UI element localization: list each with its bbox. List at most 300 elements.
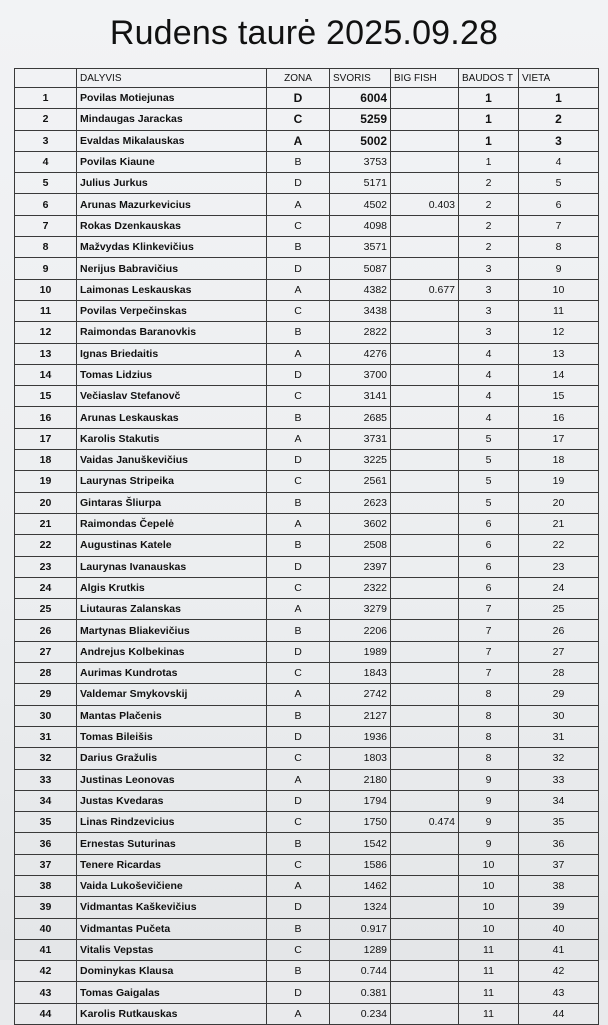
cell-zona: B	[267, 535, 330, 556]
cell-vieta: 3	[519, 130, 599, 151]
cell-nr: 41	[15, 939, 77, 960]
cell-big-fish	[391, 620, 459, 641]
cell-zona: D	[267, 726, 330, 747]
cell-zona: B	[267, 918, 330, 939]
cell-nr: 7	[15, 215, 77, 236]
cell-dalyvis: Augustinas Katele	[77, 535, 267, 556]
cell-svoris: 3279	[330, 599, 391, 620]
cell-svoris: 1843	[330, 663, 391, 684]
cell-big-fish	[391, 130, 459, 151]
cell-big-fish	[391, 897, 459, 918]
table-row	[15, 790, 599, 811]
cell-nr: 38	[15, 875, 77, 896]
cell-svoris: 3731	[330, 428, 391, 449]
cell-dalyvis: Laurynas Stripeika	[77, 471, 267, 492]
cell-vieta: 39	[519, 897, 599, 918]
cell-baudos: 2	[459, 194, 519, 215]
cell-vieta: 16	[519, 407, 599, 428]
cell-dalyvis: Algis Krutkis	[77, 577, 267, 598]
cell-vieta: 11	[519, 300, 599, 321]
cell-big-fish	[391, 450, 459, 471]
cell-nr: 6	[15, 194, 77, 215]
cell-vieta: 14	[519, 364, 599, 385]
cell-baudos: 8	[459, 748, 519, 769]
cell-baudos: 2	[459, 173, 519, 194]
table-row	[15, 428, 599, 449]
cell-vieta: 44	[519, 1003, 599, 1024]
cell-vieta: 29	[519, 684, 599, 705]
cell-zona: B	[267, 705, 330, 726]
table-row	[15, 726, 599, 747]
cell-svoris: 5259	[330, 109, 391, 130]
cell-vieta: 36	[519, 833, 599, 854]
cell-nr: 19	[15, 471, 77, 492]
cell-big-fish	[391, 300, 459, 321]
cell-zona: C	[267, 939, 330, 960]
cell-vieta: 31	[519, 726, 599, 747]
cell-svoris: 1794	[330, 790, 391, 811]
cell-svoris: 6004	[330, 88, 391, 109]
cell-dalyvis: Gintaras Šliurpa	[77, 492, 267, 513]
cell-baudos: 8	[459, 705, 519, 726]
cell-dalyvis: Vaidas Januškevičius	[77, 450, 267, 471]
cell-svoris: 2561	[330, 471, 391, 492]
cell-dalyvis: Povilas Kiaune	[77, 151, 267, 172]
table-row	[15, 237, 599, 258]
header-svoris: SVORIS	[330, 69, 391, 88]
cell-dalyvis: Tomas Lidzius	[77, 364, 267, 385]
cell-baudos: 2	[459, 215, 519, 236]
cell-vieta: 33	[519, 769, 599, 790]
cell-vieta: 42	[519, 961, 599, 982]
cell-zona: D	[267, 790, 330, 811]
cell-dalyvis: Ignas Briedaitis	[77, 343, 267, 364]
cell-zona: C	[267, 748, 330, 769]
cell-dalyvis: Tenere Ricardas	[77, 854, 267, 875]
cell-baudos: 8	[459, 684, 519, 705]
cell-baudos: 5	[459, 450, 519, 471]
table-row	[15, 535, 599, 556]
cell-big-fish	[391, 939, 459, 960]
cell-svoris: 0.381	[330, 982, 391, 1003]
cell-nr: 20	[15, 492, 77, 513]
cell-big-fish	[391, 258, 459, 279]
cell-baudos: 6	[459, 577, 519, 598]
table-row	[15, 492, 599, 513]
header-baudos: BAUDOS T	[459, 69, 519, 88]
cell-zona: B	[267, 961, 330, 982]
cell-big-fish	[391, 556, 459, 577]
cell-dalyvis: Mažvydas Klinkevičius	[77, 237, 267, 258]
results-table	[14, 68, 599, 1025]
cell-big-fish	[391, 854, 459, 875]
cell-baudos: 9	[459, 833, 519, 854]
table-row	[15, 279, 599, 300]
cell-vieta: 37	[519, 854, 599, 875]
cell-zona: D	[267, 88, 330, 109]
cell-nr: 30	[15, 705, 77, 726]
table-row	[15, 620, 599, 641]
cell-baudos: 10	[459, 854, 519, 875]
cell-nr: 25	[15, 599, 77, 620]
cell-dalyvis: Tomas Bileišis	[77, 726, 267, 747]
cell-dalyvis: Mindaugas Jarackas	[77, 109, 267, 130]
cell-vieta: 13	[519, 343, 599, 364]
cell-nr: 31	[15, 726, 77, 747]
cell-vieta: 43	[519, 982, 599, 1003]
cell-big-fish	[391, 407, 459, 428]
cell-vieta: 15	[519, 386, 599, 407]
cell-big-fish	[391, 961, 459, 982]
cell-big-fish	[391, 705, 459, 726]
cell-vieta: 35	[519, 812, 599, 833]
table-row	[15, 343, 599, 364]
cell-dalyvis: Aurimas Kundrotas	[77, 663, 267, 684]
cell-svoris: 1324	[330, 897, 391, 918]
cell-dalyvis: Rokas Dzenkauskas	[77, 215, 267, 236]
cell-dalyvis: Ernestas Suturinas	[77, 833, 267, 854]
cell-zona: B	[267, 151, 330, 172]
cell-vieta: 34	[519, 790, 599, 811]
cell-vieta: 9	[519, 258, 599, 279]
table-row	[15, 897, 599, 918]
cell-baudos: 3	[459, 322, 519, 343]
cell-baudos: 9	[459, 769, 519, 790]
table-row	[15, 684, 599, 705]
cell-dalyvis: Liutauras Zalanskas	[77, 599, 267, 620]
cell-big-fish	[391, 790, 459, 811]
table-row	[15, 386, 599, 407]
cell-svoris: 2742	[330, 684, 391, 705]
cell-baudos: 7	[459, 641, 519, 662]
cell-vieta: 18	[519, 450, 599, 471]
cell-zona: A	[267, 279, 330, 300]
cell-baudos: 6	[459, 556, 519, 577]
cell-zona: A	[267, 513, 330, 534]
cell-dalyvis: Justinas Leonovas	[77, 769, 267, 790]
cell-vieta: 21	[519, 513, 599, 534]
cell-zona: B	[267, 322, 330, 343]
table-row	[15, 194, 599, 215]
table-row	[15, 88, 599, 109]
cell-zona: A	[267, 428, 330, 449]
cell-vieta: 40	[519, 918, 599, 939]
cell-vieta: 26	[519, 620, 599, 641]
cell-baudos: 11	[459, 1003, 519, 1024]
cell-zona: A	[267, 875, 330, 896]
cell-zona: C	[267, 386, 330, 407]
table-row	[15, 918, 599, 939]
cell-dalyvis: Karolis Stakutis	[77, 428, 267, 449]
table-row	[15, 1003, 599, 1024]
cell-big-fish	[391, 151, 459, 172]
cell-baudos: 11	[459, 982, 519, 1003]
cell-dalyvis: Darius Gražulis	[77, 748, 267, 769]
cell-nr: 2	[15, 109, 77, 130]
cell-vieta: 4	[519, 151, 599, 172]
cell-zona: B	[267, 833, 330, 854]
cell-baudos: 4	[459, 364, 519, 385]
cell-big-fish	[391, 663, 459, 684]
cell-baudos: 3	[459, 258, 519, 279]
cell-baudos: 2	[459, 237, 519, 258]
cell-vieta: 30	[519, 705, 599, 726]
cell-svoris: 1542	[330, 833, 391, 854]
table-row	[15, 812, 599, 833]
cell-vieta: 6	[519, 194, 599, 215]
cell-svoris: 4502	[330, 194, 391, 215]
cell-big-fish	[391, 748, 459, 769]
table-row	[15, 641, 599, 662]
table-row	[15, 875, 599, 896]
cell-nr: 29	[15, 684, 77, 705]
cell-big-fish	[391, 237, 459, 258]
cell-nr: 37	[15, 854, 77, 875]
cell-zona: D	[267, 173, 330, 194]
table-row	[15, 130, 599, 151]
table-row	[15, 982, 599, 1003]
cell-vieta: 22	[519, 535, 599, 556]
cell-vieta: 32	[519, 748, 599, 769]
cell-svoris: 5171	[330, 173, 391, 194]
cell-zona: B	[267, 407, 330, 428]
cell-baudos: 1	[459, 109, 519, 130]
cell-baudos: 7	[459, 663, 519, 684]
cell-vieta: 38	[519, 875, 599, 896]
cell-svoris: 1462	[330, 875, 391, 896]
cell-nr: 13	[15, 343, 77, 364]
cell-dalyvis: Mantas Plačenis	[77, 705, 267, 726]
table-row	[15, 705, 599, 726]
cell-svoris: 5002	[330, 130, 391, 151]
cell-big-fish	[391, 918, 459, 939]
cell-nr: 8	[15, 237, 77, 258]
cell-big-fish	[391, 215, 459, 236]
cell-nr: 12	[15, 322, 77, 343]
cell-zona: C	[267, 854, 330, 875]
cell-baudos: 5	[459, 471, 519, 492]
cell-big-fish	[391, 88, 459, 109]
cell-nr: 43	[15, 982, 77, 1003]
cell-dalyvis: Nerijus Babravičius	[77, 258, 267, 279]
cell-vieta: 5	[519, 173, 599, 194]
cell-svoris: 3571	[330, 237, 391, 258]
table-row	[15, 833, 599, 854]
cell-vieta: 28	[519, 663, 599, 684]
cell-big-fish	[391, 577, 459, 598]
header-nr	[15, 69, 77, 88]
cell-nr: 44	[15, 1003, 77, 1024]
cell-vieta: 17	[519, 428, 599, 449]
cell-svoris: 2397	[330, 556, 391, 577]
header-dalyvis: DALYVIS	[77, 69, 267, 88]
cell-dalyvis: Vidmantas Pučeta	[77, 918, 267, 939]
cell-svoris: 1289	[330, 939, 391, 960]
cell-big-fish	[391, 641, 459, 662]
header-zona: ZONA	[267, 69, 330, 88]
cell-zona: C	[267, 109, 330, 130]
cell-vieta: 12	[519, 322, 599, 343]
cell-zona: D	[267, 982, 330, 1003]
cell-dalyvis: Tomas Gaigalas	[77, 982, 267, 1003]
table-row	[15, 258, 599, 279]
cell-vieta: 27	[519, 641, 599, 662]
cell-dalyvis: Karolis Rutkauskas	[77, 1003, 267, 1024]
cell-svoris: 2180	[330, 769, 391, 790]
cell-svoris: 0.744	[330, 961, 391, 982]
cell-zona: D	[267, 641, 330, 662]
cell-dalyvis: Valdemar Smykovskij	[77, 684, 267, 705]
cell-nr: 17	[15, 428, 77, 449]
cell-dalyvis: Povilas Verpečinskas	[77, 300, 267, 321]
cell-dalyvis: Laimonas Leskauskas	[77, 279, 267, 300]
cell-nr: 21	[15, 513, 77, 534]
cell-big-fish: 0.403	[391, 194, 459, 215]
cell-vieta: 2	[519, 109, 599, 130]
cell-baudos: 10	[459, 875, 519, 896]
cell-svoris: 3225	[330, 450, 391, 471]
cell-nr: 14	[15, 364, 77, 385]
cell-svoris: 4098	[330, 215, 391, 236]
cell-nr: 42	[15, 961, 77, 982]
cell-zona: D	[267, 897, 330, 918]
cell-big-fish	[391, 492, 459, 513]
cell-baudos: 6	[459, 513, 519, 534]
cell-vieta: 23	[519, 556, 599, 577]
cell-baudos: 4	[459, 343, 519, 364]
cell-dalyvis: Julius Jurkus	[77, 173, 267, 194]
table-row	[15, 939, 599, 960]
cell-big-fish	[391, 343, 459, 364]
cell-nr: 4	[15, 151, 77, 172]
cell-zona: D	[267, 450, 330, 471]
cell-zona: D	[267, 556, 330, 577]
cell-zona: A	[267, 343, 330, 364]
cell-baudos: 11	[459, 961, 519, 982]
cell-nr: 5	[15, 173, 77, 194]
table-row	[15, 513, 599, 534]
cell-big-fish	[391, 173, 459, 194]
cell-baudos: 11	[459, 939, 519, 960]
cell-zona: C	[267, 812, 330, 833]
cell-dalyvis: Vidmantas Kaškevičius	[77, 897, 267, 918]
cell-vieta: 10	[519, 279, 599, 300]
cell-baudos: 7	[459, 620, 519, 641]
cell-baudos: 1	[459, 130, 519, 151]
cell-baudos: 10	[459, 897, 519, 918]
cell-big-fish: 0.677	[391, 279, 459, 300]
cell-nr: 26	[15, 620, 77, 641]
cell-zona: A	[267, 684, 330, 705]
table-row	[15, 322, 599, 343]
cell-dalyvis: Povilas Motiejunas	[77, 88, 267, 109]
cell-big-fish	[391, 535, 459, 556]
cell-zona: C	[267, 471, 330, 492]
cell-zona: B	[267, 237, 330, 258]
table-row	[15, 173, 599, 194]
cell-svoris: 0.917	[330, 918, 391, 939]
cell-zona: B	[267, 492, 330, 513]
cell-svoris: 5087	[330, 258, 391, 279]
cell-nr: 1	[15, 88, 77, 109]
cell-vieta: 20	[519, 492, 599, 513]
cell-svoris: 3438	[330, 300, 391, 321]
cell-baudos: 3	[459, 300, 519, 321]
cell-big-fish	[391, 386, 459, 407]
cell-dalyvis: Raimondas Čepelė	[77, 513, 267, 534]
cell-big-fish	[391, 364, 459, 385]
cell-svoris: 2508	[330, 535, 391, 556]
table-row	[15, 109, 599, 130]
table-row	[15, 599, 599, 620]
cell-baudos: 1	[459, 88, 519, 109]
cell-dalyvis: Arunas Leskauskas	[77, 407, 267, 428]
cell-nr: 36	[15, 833, 77, 854]
cell-svoris: 4382	[330, 279, 391, 300]
cell-baudos: 5	[459, 428, 519, 449]
cell-nr: 11	[15, 300, 77, 321]
table-row	[15, 450, 599, 471]
cell-baudos: 9	[459, 790, 519, 811]
cell-zona: A	[267, 769, 330, 790]
table-row	[15, 151, 599, 172]
cell-svoris: 2127	[330, 705, 391, 726]
cell-zona: D	[267, 258, 330, 279]
cell-big-fish	[391, 513, 459, 534]
cell-baudos: 7	[459, 599, 519, 620]
cell-svoris: 2322	[330, 577, 391, 598]
header-row	[15, 69, 599, 88]
cell-nr: 27	[15, 641, 77, 662]
table-row	[15, 748, 599, 769]
cell-big-fish	[391, 322, 459, 343]
cell-nr: 40	[15, 918, 77, 939]
table-row	[15, 577, 599, 598]
cell-big-fish	[391, 726, 459, 747]
table-row	[15, 769, 599, 790]
cell-dalyvis: Andrejus Kolbekinas	[77, 641, 267, 662]
cell-nr: 34	[15, 790, 77, 811]
cell-nr: 15	[15, 386, 77, 407]
cell-big-fish	[391, 684, 459, 705]
cell-nr: 28	[15, 663, 77, 684]
cell-vieta: 24	[519, 577, 599, 598]
cell-big-fish: 0.474	[391, 812, 459, 833]
page-title: Rudens taurė 2025.09.28	[109, 14, 499, 52]
cell-svoris: 1750	[330, 812, 391, 833]
cell-baudos: 4	[459, 386, 519, 407]
cell-nr: 24	[15, 577, 77, 598]
cell-svoris: 3700	[330, 364, 391, 385]
cell-nr: 35	[15, 812, 77, 833]
cell-dalyvis: Linas Rindzevicius	[77, 812, 267, 833]
cell-big-fish	[391, 471, 459, 492]
cell-svoris: 4276	[330, 343, 391, 364]
table-row	[15, 215, 599, 236]
cell-nr: 33	[15, 769, 77, 790]
cell-nr: 3	[15, 130, 77, 151]
cell-baudos: 8	[459, 726, 519, 747]
cell-dalyvis: Evaldas Mikalauskas	[77, 130, 267, 151]
cell-zona: A	[267, 194, 330, 215]
cell-big-fish	[391, 833, 459, 854]
cell-nr: 16	[15, 407, 77, 428]
cell-svoris: 1936	[330, 726, 391, 747]
cell-big-fish	[391, 599, 459, 620]
cell-vieta: 25	[519, 599, 599, 620]
table-row	[15, 364, 599, 385]
results-body	[15, 88, 599, 1025]
